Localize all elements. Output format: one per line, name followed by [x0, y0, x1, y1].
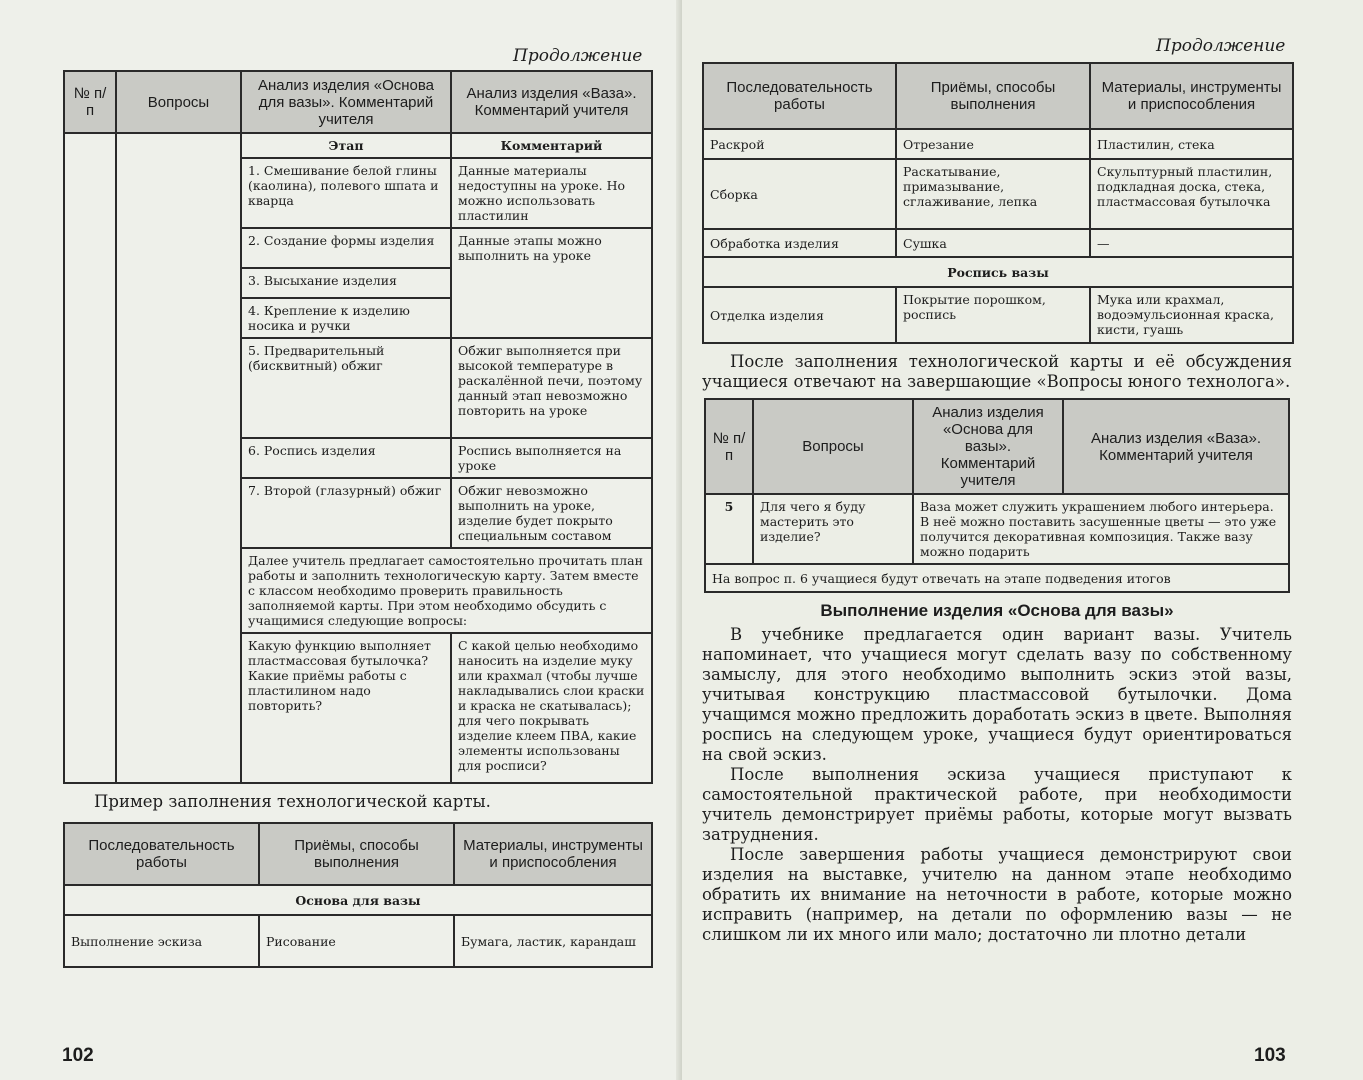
section-heading: Выполнение изделия «Основа для вазы» [820, 601, 1174, 620]
stage-cell: 7. Второй (глазурный) обжиг [241, 478, 451, 548]
header-num: № п/п [705, 399, 753, 494]
right-page [682, 0, 1363, 1080]
row-number: 5 [705, 494, 753, 564]
section-row: Основа для вазы [64, 885, 652, 915]
questions-table [704, 398, 1290, 593]
header-materials: Материалы, инструменты и приспособления [454, 823, 652, 885]
continuation-label: Продолжение [1156, 36, 1286, 56]
tech-card-table [63, 822, 653, 968]
sequence-cell: Обработка изделия [703, 229, 896, 257]
materials-cell: Пластилин, стека [1090, 129, 1293, 159]
header-base-analysis: Анализ изделия «Основа для вазы». Комментарий учителя [913, 399, 1063, 494]
left-content [63, 70, 651, 968]
materials-cell: Скульптурный пластилин, подкладная доска, стека, пластмассовая бутылочка [1090, 159, 1293, 229]
subheader-stage: Этап [241, 133, 451, 158]
materials-cell: Бумага, ластик, карандаш [454, 915, 652, 967]
right-content [702, 62, 1292, 945]
continuation-label: Продолжение [513, 46, 643, 66]
stage-cell: 2. Создание формы изделия [241, 228, 451, 268]
comment-cell: Данные материалы недоступны на уроке. Но можно использовать пластилин [451, 158, 652, 228]
method-cell: Отрезание [896, 129, 1090, 159]
header-sequence: Последовательность работы [64, 823, 259, 885]
questions-cell [116, 133, 241, 783]
tech-card-table-continued [702, 62, 1294, 344]
sequence-cell: Отделка изделия [703, 287, 896, 343]
method-cell: Покрытие порошком, роспись [896, 287, 1090, 343]
materials-cell: — [1090, 229, 1293, 257]
page-number: 102 [62, 1045, 94, 1066]
comment-cell: Обжиг невозможно выполнить на уроке, изделие будет покрыто специальным составом [451, 478, 652, 548]
section-row: Роспись вазы [703, 257, 1293, 287]
header-vase-analysis: Анализ изделия «Ваза». Комментарий учителя [451, 71, 652, 133]
stage-cell: 3. Высыхание изделия [241, 268, 451, 298]
header-questions: Вопросы [116, 71, 241, 133]
sequence-cell: Сборка [703, 159, 896, 229]
paragraph: После заполнения технологической карты и её обсуждения учащиеся отвечают на завершающие «Вопросы юного технолога». [702, 352, 1292, 391]
num-cell [64, 133, 116, 783]
stage-cell: 5. Предварительный (бисквитный) обжиг [241, 338, 451, 438]
header-questions: Вопросы [753, 399, 913, 494]
sequence-cell: Выполнение эскиза [64, 915, 259, 967]
header-vase-analysis: Анализ изделия «Ваза». Комментарий учителя [1063, 399, 1289, 494]
paragraph: После выполнения эскиза учащиеся приступают к самостоятельной практической работе, при необходимости учитель демонстрирует приёмы работы, которые могут вызвать затруднения. [702, 765, 1292, 844]
method-cell: Сушка [896, 229, 1090, 257]
question-cell: Какую функцию выполняет пластмассовая бутылочка? Какие приёмы работы с пластилином надо повторить? [241, 633, 451, 783]
stage-cell: 4. Крепление к изделию носика и ручки [241, 298, 451, 338]
comment-cell: Роспись выполняется на уроке [451, 438, 652, 478]
header-materials: Материалы, инструменты и приспособления [1090, 63, 1293, 129]
table-footer-note: На вопрос п. 6 учащиеся будут отвечать на этапе подведения итогов [705, 564, 1289, 592]
comment-cell: Данные этапы можно выполнить на уроке [451, 228, 652, 338]
analysis-table [63, 70, 653, 784]
stage-cell: 6. Роспись изделия [241, 438, 451, 478]
subheader-comment: Комментарий [451, 133, 652, 158]
stage-cell: 1. Смешивание белой глины (каолина), полевого шпата и кварца [241, 158, 451, 228]
header-base-analysis: Анализ изделия «Основа для вазы». Комментарий учителя [241, 71, 451, 133]
header-sequence: Последовательность работы [703, 63, 896, 129]
answer-cell: Ваза может служить украшением любого интерьера. В неё можно поставить засушенные цветы — это уже получится декоративная композиция. Также вазу можно подарить [913, 494, 1289, 564]
method-cell: Рисование [259, 915, 454, 967]
example-lead: Пример заполнения технологической карты. [94, 792, 491, 811]
question-cell: С какой целью необходимо наносить на изделие муку или крахмал (чтобы лучше накладывались слои краски и краска не скатывалась); для чего покрывать изделие клеем ПВА, какие элементы использованы для росписи? [451, 633, 652, 783]
sequence-cell: Раскрой [703, 129, 896, 159]
header-num: № п/п [64, 71, 116, 133]
comment-cell: Обжиг выполняется при высокой температуре в раскалённой печи, поэтому данный этап невозможно повторить на уроке [451, 338, 652, 438]
header-methods: Приёмы, способы выполнения [259, 823, 454, 885]
paragraph: После завершения работы учащиеся демонстрируют свои изделия на выставке, учителю на данном этапе необходимо обратить их внимание на неточности в работе, которые можно исправить (например, на детали по оформлению вазы — не слишком ли их много или мало; достаточно ли плотно детали [702, 845, 1292, 944]
question-cell: Для чего я буду мастерить это изделие? [753, 494, 913, 564]
paragraph: В учебнике предлагается один вариант вазы. Учитель напоминает, что учащиеся могут сделать вазу по собственному замыслу, для этого необходимо выполнить эскиз этой вазы, учитывая конструкцию пластмассовой бутылочки. Дома учащимся можно предложить доработать эскиз в цвете. Выполняя роспись на следующем уроке, учащиеся будут ориентироваться на свой эскиз. [702, 625, 1292, 764]
teacher-note: Далее учитель предлагает самостоятельно прочитать план работы и заполнить технологическую карту. Затем вместе с классом необходимо проверить правильность заполняемой карты. При этом необходимо обсудить с учащимися следующие вопросы: [241, 548, 652, 633]
method-cell: Раскатывание, примазывание, сглаживание, лепка [896, 159, 1090, 229]
page-number: 103 [1254, 1045, 1286, 1066]
materials-cell: Мука или крахмал, водоэмульсионная краска, кисти, гуашь [1090, 287, 1293, 343]
header-methods: Приёмы, способы выполнения [896, 63, 1090, 129]
